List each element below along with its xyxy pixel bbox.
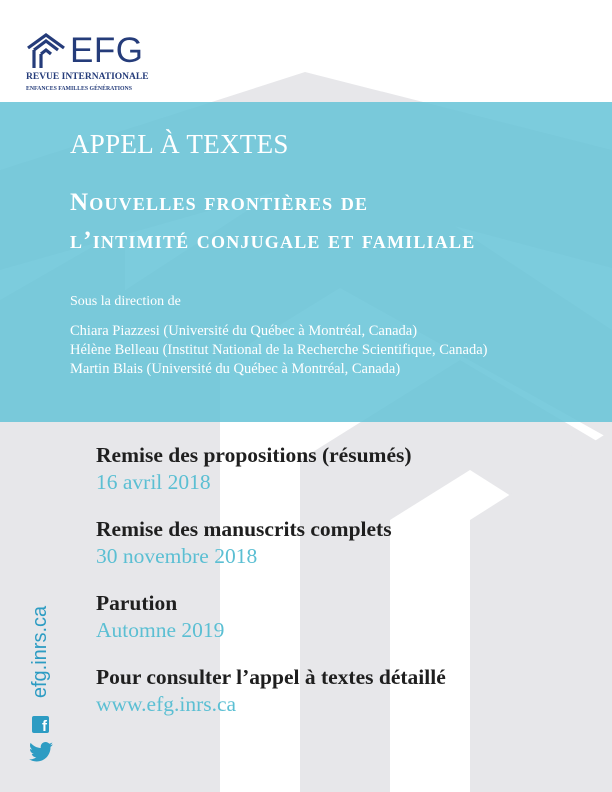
editors-list xyxy=(70,322,600,379)
detail-date: 16 avril 2018 xyxy=(96,470,211,494)
call-title: APPEL À TEXTES xyxy=(70,129,289,159)
detail-date: Automne 2019 xyxy=(96,618,225,642)
detail-item-proposals xyxy=(96,442,606,496)
detail-heading: Remise des manuscrits complets xyxy=(96,517,392,541)
detail-date: 30 novembre 2018 xyxy=(96,544,258,568)
detail-item-publication xyxy=(96,590,606,644)
detail-item-manuscripts xyxy=(96,516,606,570)
editor-item: Chiara Piazzesi (Université du Québec à Montréal, Canada) xyxy=(70,323,418,339)
detail-item-website xyxy=(96,664,606,718)
logo-subtitle: REVUE INTERNATIONALE xyxy=(26,72,149,82)
editor-item: Martin Blais (Université du Québec à Montréal, Canada) xyxy=(70,361,401,377)
call-subtitle xyxy=(70,184,600,260)
logo-tagline: ENFANCES FAMILLES GÉNÉRATIONS xyxy=(26,86,132,92)
logo-wordmark: EFG xyxy=(70,31,144,70)
efg-logo xyxy=(26,30,166,96)
house-logo-icon xyxy=(26,30,66,70)
detail-heading: Pour consulter l’appel à textes détaillé xyxy=(96,665,446,689)
twitter-icon[interactable] xyxy=(29,742,53,762)
website-link[interactable]: www.efg.inrs.ca xyxy=(96,692,237,716)
editor-item: Hélène Belleau (Institut National de la Recherche Scientifique, Canada) xyxy=(70,342,488,358)
side-url-text[interactable]: efg.inrs.ca xyxy=(29,605,51,699)
call-subtitle-line-2: l’intimité conjugale et familiale xyxy=(70,227,476,254)
direction-label: Sous la direction de xyxy=(70,294,181,309)
call-subtitle-line-1: Nouvelles frontières de xyxy=(70,189,369,216)
facebook-icon[interactable]: f xyxy=(32,716,49,733)
details-section xyxy=(96,442,606,738)
detail-heading: Remise des propositions (résumés) xyxy=(96,443,412,467)
detail-heading: Parution xyxy=(96,591,178,615)
